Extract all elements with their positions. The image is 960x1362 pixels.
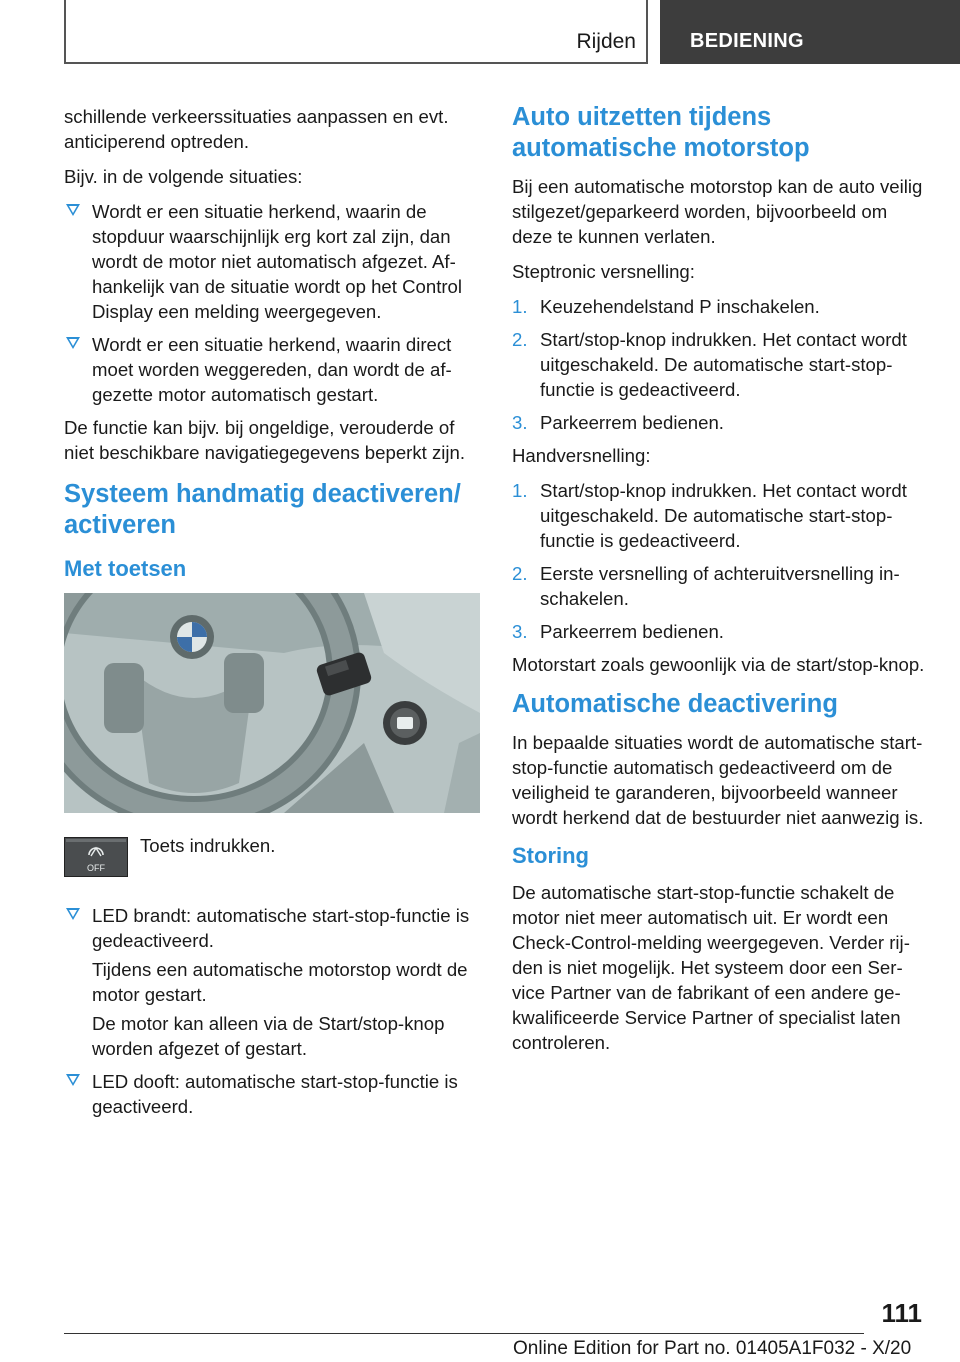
triangle-bullet-icon xyxy=(66,337,80,349)
section-heading-fault: Storing xyxy=(512,843,589,868)
triangle-bullet-icon xyxy=(66,1074,80,1086)
list-item: Wordt er een situatie herkend, waarin direct moet worden weggereden, dan wordt de afgezette motor automatisch gestart. xyxy=(64,332,480,407)
list-item: LED brandt: automatische start-stop-functie is gedeactiveerd. Tijdens een automatische motorstop wordt de motor gestart. De motor kan alleen via de Start/stop-knop worden afgezet of gestart. xyxy=(64,903,480,1061)
list-item: 2. Start/stop-knop indrukken. Het contact wordt uitgeschakeld. De automatische start-stop-functie is gedeactiveerd. xyxy=(512,329,907,400)
limitation-paragraph: De functie kan bijv. bij ongeldige, verouderde of niet beschikbare navigatiegegevens beperkt zijn. xyxy=(64,417,466,463)
list-item: 2. Eerste versnelling of achteruitversnelling inschakelen. xyxy=(512,563,900,609)
left-column xyxy=(64,104,480,1127)
sub-paragraph: Tijdens een automatische motorstop wordt de motor gestart. xyxy=(92,959,468,1005)
switch-off-paragraph: Bij een automatische motorstop kan de auto veilig stilgezet/geparkeerd worden, bijvoorbeeld om deze te kunnen verlaten. xyxy=(512,176,923,247)
triangle-bullet-icon xyxy=(66,204,80,216)
section-heading-switch-off: Auto uitzetten tijdens automatische motorstop xyxy=(512,103,810,162)
footer-divider xyxy=(64,1333,864,1334)
list-item: LED dooft: automatische start-stop-functie is geactiveerd. xyxy=(64,1069,480,1119)
auto-start-stop-off-button-icon[interactable] xyxy=(64,837,128,877)
edition-note: Online Edition for Part no. 01405A1F032 - X/20 xyxy=(513,1338,912,1359)
manual-steps xyxy=(512,478,928,644)
intro-paragraph: schillende verkeerssituaties aanpassen en evt. anticiperend optreden. xyxy=(64,106,449,152)
list-item: 3. Parkeerrem bedienen. xyxy=(512,621,724,642)
situations-list xyxy=(64,199,480,407)
page-number: 111 xyxy=(881,1298,922,1328)
button-caption: Toets indrukken. xyxy=(140,835,276,856)
manual-label: Handversnelling: xyxy=(512,445,651,466)
auto-deactivation-paragraph: In bepaalde situaties wordt de automatische start-stop-functie automatisch gedeactiveerd om de veiligheid te garanderen, bijvoorbeeld wanneer wordt herkend dat de bestuurder niet aanwezig is. xyxy=(512,732,924,828)
sub-paragraph: De motor kan alleen via de Start/stop-knop worden afgezet of gestart. xyxy=(92,1013,445,1059)
triangle-bullet-icon xyxy=(66,908,80,920)
button-instruction xyxy=(64,833,480,889)
steering-wheel-illustration xyxy=(64,593,480,813)
motorstart-paragraph: Motorstart zoals gewoonlijk via de start/stop-knop. xyxy=(512,654,925,675)
section-heading-manual: Systeem handmatig deactiveren/ activeren xyxy=(64,480,461,539)
button-off-label: OFF xyxy=(87,863,105,873)
section-heading-auto-deactivation: Automatische deactivering xyxy=(512,690,838,718)
header-frame xyxy=(64,0,648,64)
header-section-title: Rijden xyxy=(576,30,636,53)
situations-lead: Bijv. in de volgende situaties: xyxy=(64,166,303,187)
subsection-heading-buttons: Met toetsen xyxy=(64,556,187,581)
steptronic-label: Steptronic versnelling: xyxy=(512,261,695,282)
list-item: Wordt er een situatie herkend, waarin de stopduur waarschijnlijk erg kort zal zijn, dan wordt de motor niet automatisch afgezet. Afhankelijk van de situatie wordt op het Control Display een melding weergegeven. xyxy=(64,199,480,324)
header-chapter-tab: BEDIENING xyxy=(660,0,960,64)
led-status-list xyxy=(64,903,480,1119)
list-item: 1. Keuzehendelstand P inschakelen. xyxy=(512,296,820,317)
fault-paragraph: De automatische start-stop-functie schakelt de motor niet meer automatisch uit. Er wordt een Check-Control-melding weergegeven. Verder rijden is niet mogelijk. Het systeem door een Service Partner van de fabrikant of een andere gekwalificeerde Service Partner of specialist laten controleren. xyxy=(512,882,910,1053)
list-item: 3. Parkeerrem bedienen. xyxy=(512,412,724,433)
right-column xyxy=(512,102,928,1065)
steptronic-steps xyxy=(512,294,928,435)
list-item: 1. Start/stop-knop indrukken. Het contact wordt uitgeschakeld. De automatische start-stop-functie is gedeactiveerd. xyxy=(512,480,907,551)
